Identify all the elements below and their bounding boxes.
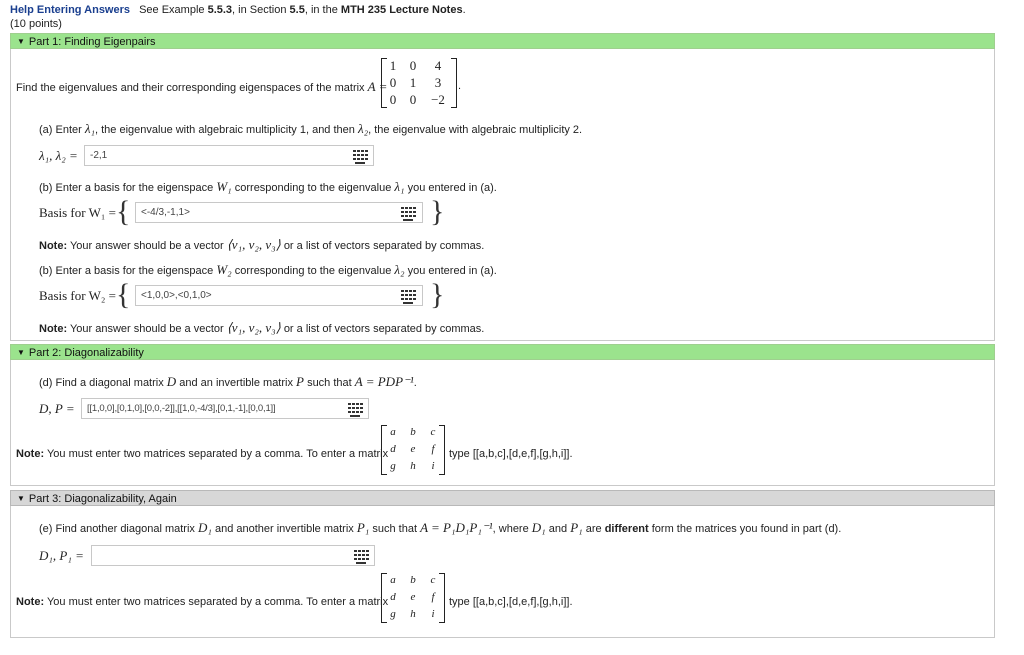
w1-symbol: W₁ — [216, 179, 232, 194]
lecture-notes-ref: MTH 235 Lecture Notes — [340, 4, 463, 16]
d1p1-matrices-input[interactable] — [91, 545, 375, 566]
note-text: You must enter two matrices separated by a comma. To enter a matrix — [46, 596, 389, 608]
question-b2-mid: corresponding to the eigenvalue — [234, 265, 392, 277]
example-ref: 5.5.3 — [207, 4, 233, 16]
in-the-text: , in the — [304, 4, 338, 16]
note-text: Your answer should be a vector — [69, 323, 224, 335]
note-end: or a list of vectors separated by commas. — [283, 240, 485, 252]
d1-symbol: D₁ — [531, 520, 546, 535]
note-end: or a list of vectors separated by commas. — [283, 323, 485, 335]
matrix-a-cell: 4 — [434, 58, 442, 73]
question-d — [39, 374, 417, 390]
question-b1 — [39, 179, 497, 195]
equation-editor-keyboard-icon[interactable] — [398, 205, 418, 220]
note-label: Note: — [16, 596, 45, 608]
example-matrix-cell: e — [410, 443, 416, 455]
question-a — [39, 121, 582, 137]
question-e-and: and — [548, 523, 568, 535]
example-matrix-cell: g — [390, 608, 396, 620]
in-section-text: , in Section — [232, 4, 287, 16]
question-d-such: such that — [307, 377, 352, 389]
question-e-are: are — [585, 523, 602, 535]
note-4-type: type [[a,b,c],[d,e,f],[g,h,i]]. — [449, 596, 573, 608]
equation-editor-keyboard-icon[interactable] — [345, 401, 365, 416]
example-matrix-cell: i — [431, 608, 435, 620]
answer-d-label: D, P = — [39, 401, 75, 416]
question-b1-prefix: (b) Enter a basis for the eigenspace — [39, 182, 214, 194]
equation-editor-keyboard-icon[interactable] — [351, 548, 371, 563]
question-d-prefix: (d) Find a diagonal matrix — [39, 377, 164, 389]
matrix-a — [381, 58, 457, 108]
basis-w1-input[interactable]: <-4/3,-1,1> — [135, 202, 423, 223]
lambda2-symbol: λ₂ — [357, 121, 369, 136]
header-period: . — [462, 4, 466, 16]
right-brace-icon: } — [430, 278, 445, 311]
question-b2-prefix: (b) Enter a basis for the eigenspace — [39, 265, 214, 277]
section-ref: 5.5 — [289, 4, 305, 16]
note-vector: ⟨v₁, v₂, v₃⟩ — [226, 320, 281, 335]
example-matrix-cell: f — [431, 591, 435, 603]
example-matrix-cell: g — [390, 460, 396, 472]
matrix-a-cell: 0 — [409, 92, 417, 107]
help-entering-answers-link[interactable]: Help Entering Answers — [10, 4, 131, 16]
matrix-a-cell: 1 — [389, 58, 397, 73]
example-matrix-cell: b — [410, 426, 416, 438]
note-label: Note: — [39, 323, 68, 335]
diagonalization-equation: A = P₁D₁P₁⁻¹ — [420, 520, 493, 535]
answer-e-label: D₁, P₁ = — [39, 548, 84, 563]
example-matrix-cell: f — [431, 443, 435, 455]
question-b1-mid: corresponding to the eigenvalue — [234, 182, 392, 194]
note-2 — [39, 320, 484, 336]
part1-title: Part 1: Finding Eigenpairs — [28, 36, 156, 48]
note-text: You must enter two matrices separated by a comma. To enter a matrix — [46, 448, 389, 460]
p1-symbol: P₁ — [570, 520, 583, 535]
p1-symbol: P₁ — [356, 520, 370, 535]
example-matrix-cell: e — [410, 591, 416, 603]
basis-w2-input[interactable]: <1,0,0>,<0,1,0> — [135, 285, 423, 306]
right-brace-icon: } — [430, 195, 445, 228]
note-label: Note: — [39, 240, 68, 252]
example-matrix-cell: a — [390, 426, 396, 438]
example-matrix-cell: c — [430, 426, 436, 438]
example-matrix-cell: d — [390, 443, 396, 455]
question-a-mid2: , the eigenvalue with algebraic multiplicity 2. — [368, 124, 583, 136]
equation-editor-keyboard-icon[interactable] — [350, 148, 370, 163]
equation-editor-keyboard-icon[interactable] — [398, 288, 418, 303]
question-e-prefix: (e) Find another diagonal matrix — [39, 523, 195, 535]
note-4 — [16, 596, 388, 608]
example-matrix — [381, 573, 445, 623]
note-label: Note: — [16, 448, 45, 460]
example-matrix-cell: i — [431, 460, 435, 472]
question-e-mid: and another invertible matrix — [214, 523, 354, 535]
example-matrix-cell: b — [410, 574, 416, 586]
matrix-a-cell: 3 — [434, 75, 442, 90]
eigenvalues-input[interactable]: -2,1 — [84, 145, 374, 166]
example-matrix-cell: h — [410, 460, 416, 472]
basis2-label: Basis for W₂ = — [39, 288, 116, 303]
question-d-period: . — [413, 377, 417, 389]
question-b2 — [39, 262, 497, 278]
part3-title: Part 3: Diagonalizability, Again — [28, 493, 177, 505]
question-e-end: form the matrices you found in part (d). — [651, 523, 842, 535]
part1-prompt — [16, 79, 387, 95]
example-matrix-cell: a — [390, 574, 396, 586]
question-e-where: , where — [492, 523, 529, 535]
lambda2-symbol: λ₂ — [394, 262, 405, 277]
question-e-such: such that — [372, 523, 417, 535]
w2-symbol: W₂ — [216, 262, 232, 277]
example-matrix — [381, 425, 445, 475]
dp-matrices-input[interactable]: [[1,0,0],[0,1,0],[0,0,-2]],[[1,0,-4/3],[0,1,-1],[0,0,1]] — [81, 398, 369, 419]
question-e — [39, 520, 841, 536]
matrix-a-cell: −2 — [431, 92, 445, 107]
part1-header[interactable] — [10, 33, 995, 49]
matrix-a-cell: 0 — [389, 92, 397, 107]
note-text: Your answer should be a vector — [69, 240, 224, 252]
part2-title: Part 2: Diagonalizability — [28, 347, 144, 359]
answer-a-label: λ₁, λ₂ = — [39, 148, 78, 163]
matrix-a-period: . — [458, 80, 462, 92]
example-matrix-cell: d — [390, 591, 396, 603]
see-prefix: See Example — [139, 4, 205, 16]
matrix-a-label: A = — [367, 79, 388, 94]
basis1-label: Basis for W₁ = — [39, 205, 116, 220]
question-a-mid1: , the eigenvalue with algebraic multiplicity 1, and then — [95, 124, 355, 136]
points-label: (10 points) — [10, 18, 62, 30]
collapse-triangle-icon: ▼ — [17, 494, 25, 503]
note-3-type: type [[a,b,c],[d,e,f],[g,h,i]]. — [449, 448, 573, 460]
matrix-a-cell: 0 — [389, 75, 397, 90]
d1-symbol: D₁ — [197, 520, 212, 535]
part2-header[interactable] — [10, 344, 995, 360]
part3-header[interactable] — [10, 490, 995, 506]
note-1 — [39, 237, 484, 253]
diagonalization-equation: A = PDP⁻¹ — [354, 374, 414, 389]
question-b1-end: you entered in (a). — [407, 182, 497, 194]
collapse-triangle-icon: ▼ — [17, 348, 25, 357]
example-matrix-cell: c — [430, 574, 436, 586]
left-brace-icon: { — [116, 278, 131, 311]
question-a-prefix: (a) Enter — [39, 124, 82, 136]
p-symbol: P — [296, 374, 304, 389]
collapse-triangle-icon: ▼ — [17, 37, 25, 46]
d-symbol: D — [166, 374, 177, 389]
lambda1-symbol: λ₁ — [84, 121, 96, 136]
matrix-a-cell: 0 — [409, 58, 417, 73]
question-d-mid: and an invertible matrix — [179, 377, 293, 389]
header-line — [10, 4, 466, 16]
part1-prompt-text: Find the eigenvalues and their corresponding eigenspaces of the matrix — [16, 82, 365, 94]
example-matrix-cell: h — [410, 608, 416, 620]
matrix-a-cell: 1 — [409, 75, 417, 90]
left-brace-icon: { — [116, 195, 131, 228]
note-3 — [16, 448, 388, 460]
lambda1-symbol: λ₁ — [394, 179, 405, 194]
question-e-different: different — [604, 523, 649, 535]
note-vector: ⟨v₁, v₂, v₃⟩ — [226, 237, 281, 252]
question-b2-end: you entered in (a). — [407, 265, 497, 277]
